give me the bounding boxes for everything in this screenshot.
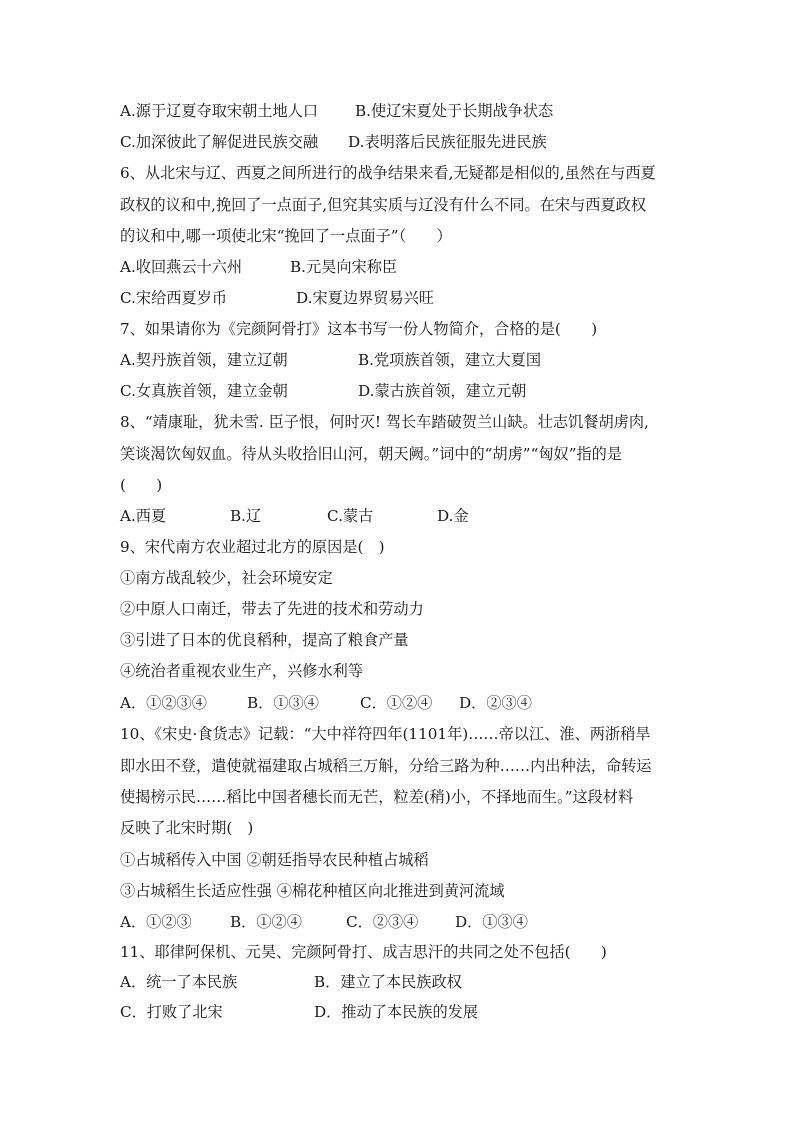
q9-option-c[interactable]: C．①②④ [360, 694, 433, 712]
q11-option-c[interactable]: C．打败了北宋 [120, 1003, 223, 1021]
q11-option-b[interactable]: B．建立了本民族政权 [314, 973, 462, 991]
q8-stem-line-1: 8、“靖康耻，犹未雪. 臣子恨，何时灭! 驾长车踏破贺兰山缺。壮志饥餐胡虏肉, [120, 413, 649, 431]
q7-option-a[interactable]: A.契丹族首领，建立辽朝 [120, 351, 288, 369]
q5-option-a[interactable]: A.源于辽夏夺取宋朝土地人口 [120, 102, 319, 120]
q10-stem-line-4: 反映了北宋时期( ) [120, 819, 254, 837]
q6-stem-line-3: 的议和中,哪一项使北宋“挽回了一点面子”（ ） [120, 227, 452, 245]
q7-option-d[interactable]: D.蒙古族首领，建立元朝 [358, 382, 527, 400]
q8-option-c[interactable]: C.蒙古 [327, 507, 374, 525]
q8-stem-line-2: 笑谈渴饮匈奴血。待从头收拾旧山河，朝天阙。”词中的“胡虏”“匈奴”指的是 [120, 445, 623, 463]
q9-stem: 9、宋代南方农业超过北方的原因是( ) [120, 538, 385, 556]
q11-option-d[interactable]: D．推动了本民族的发展 [314, 1003, 479, 1021]
q8-option-a[interactable]: A.西夏 [120, 507, 167, 525]
q8-stem-line-3: ( ) [120, 476, 163, 494]
q6-option-a[interactable]: A.收回燕云十六州 [120, 258, 243, 276]
q10-option-c[interactable]: C．②③④ [346, 913, 419, 931]
q7-option-c[interactable]: C.女真族首领，建立金朝 [120, 382, 288, 400]
q9-item-2: ②中原人口南迁，带去了先进的技术和劳动力 [120, 600, 424, 618]
q5-option-d[interactable]: D.表明落后民族征服先进民族 [348, 133, 547, 151]
q8-option-d[interactable]: D.金 [437, 507, 469, 525]
q8-option-b[interactable]: B.辽 [230, 507, 262, 525]
q6-option-c[interactable]: C.宋给西夏岁币 [120, 289, 228, 307]
q11-option-a[interactable]: A．统一了本民族 [120, 973, 238, 991]
q10-option-d[interactable]: D．①③④ [455, 913, 528, 931]
q6-option-b[interactable]: B.元昊向宋称臣 [290, 258, 398, 276]
q9-option-d[interactable]: D．②③④ [459, 694, 532, 712]
q7-option-b[interactable]: B.党项族首领，建立大夏国 [358, 351, 542, 369]
q10-item-1: ①占城稻传入中国 ②朝廷指导农民种植占城稻 [120, 851, 429, 869]
q10-stem-line-3: 使揭榜示民……稻比中国者穗长而无芒，粒差(稍)小，不择地而生。”这段材料 [120, 788, 634, 806]
q9-item-1: ①南方战乱较少，社会环境安定 [120, 569, 333, 587]
q10-item-2: ③占城稻生长适应性强 ④棉花种植区向北推进到黄河流域 [120, 882, 505, 900]
q6-stem-line-2: 政权的议和中,挽回了一点面子,但究其实质与辽没有什么不同。在宋与西夏政权 [120, 196, 647, 214]
q5-option-b[interactable]: B.使辽宋夏处于长期战争状态 [355, 102, 554, 120]
q9-option-b[interactable]: B．①③④ [247, 694, 319, 712]
q10-option-b[interactable]: B．①②④ [230, 913, 302, 931]
q10-stem-line-1: 10、《宋史·食货志》记载：“大中祥符四年(1101年)……帝以江、淮、两浙稍旱 [120, 725, 651, 743]
q9-option-a[interactable]: A．①②③④ [120, 694, 207, 712]
q9-item-3: ③引进了日本的优良稻种，提高了粮食产量 [120, 631, 409, 649]
q10-option-a[interactable]: A．①②③ [120, 913, 192, 931]
q11-stem: 11、耶律阿保机、元昊、完颜阿骨打、成吉思汗的共同之处不包括( ) [120, 943, 607, 961]
q10-stem-line-2: 即水田不登，遣使就福建取占城稻三万斛，分给三路为种……内出种法，命转运 [120, 757, 652, 775]
q9-item-4: ④统治者重视农业生产，兴修水利等 [120, 662, 363, 680]
q5-option-c[interactable]: C.加深彼此了解促进民族交融 [120, 133, 319, 151]
q6-option-d[interactable]: D.宋夏边界贸易兴旺 [296, 289, 434, 307]
q6-stem-line-1: 6、从北宋与辽、西夏之间所进行的战争结果来看,无疑都是相似的,虽然在与西夏 [120, 164, 656, 182]
q7-stem: 7、如果请你为《完颜阿骨打》这本书写一份人物简介，合格的是( ) [120, 320, 598, 338]
